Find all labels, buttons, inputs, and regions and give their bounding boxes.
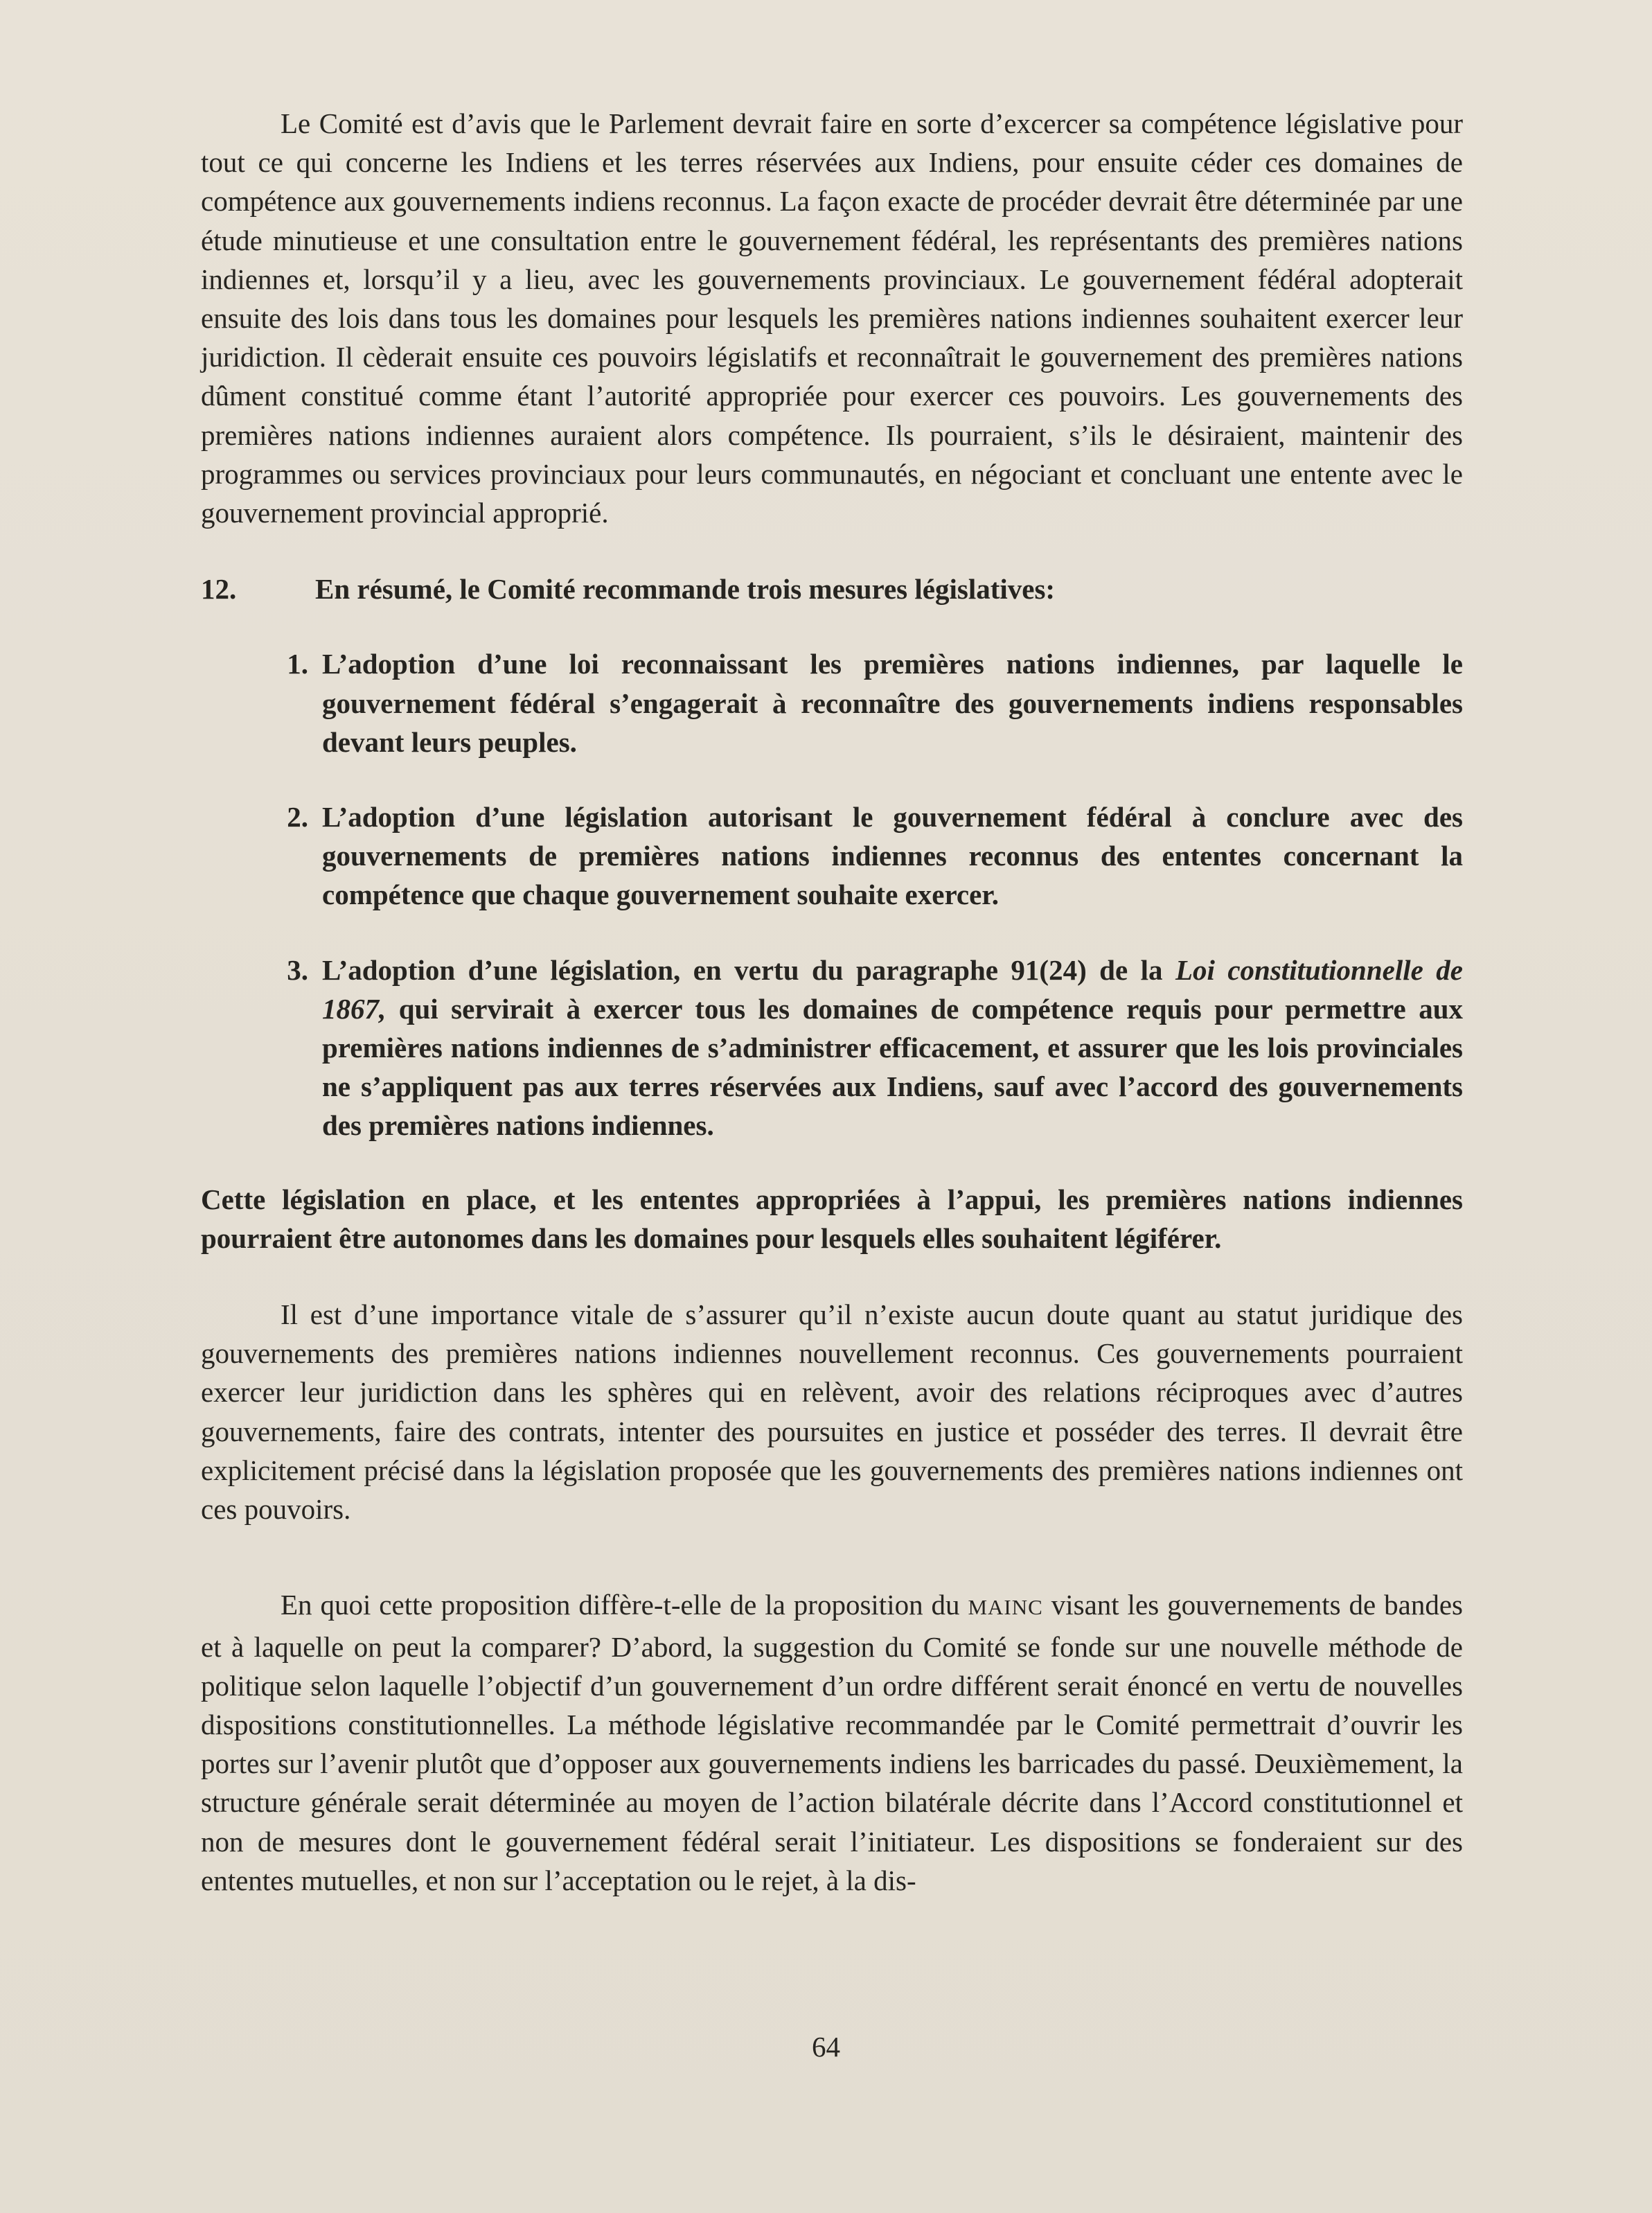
recommendation-number: 3. [287, 953, 308, 986]
paragraph-comparison [201, 1585, 1463, 1900]
acronym-mainc: MAINC [968, 1595, 1043, 1620]
summary-paragraph: Cette législation en place, et les ententes appropriées à l’appui, les premières nations indiennes pourraient être autonomes dans les domaines pour lesquels elles souhaitent légiférer. [201, 1183, 1463, 1254]
paragraph-text-part: En quoi cette proposition diffère-t-elle de la proposition du [281, 1589, 968, 1621]
recommendation-text: L’adoption d’une loi reconnaissant les premières nations indiennes, par laquelle le gouvernement fédéral s’engagerait à reconnaître des gouvernements indiens responsables devant leurs peuples. [322, 648, 1463, 758]
recommendation-item [201, 644, 1463, 761]
paragraph-parliament-competence: Le Comité est d’avis que le Parlement devrait faire en sorte d’excercer sa compétence législative pour tout ce qui concerne les Indiens et les terres réservées aux Indiens, pour ensuite céder ces domaines de compétence aux gouvernements indiens reconnus. La façon exacte de procéder devrait être déterminée par une étude minutieuse et une consultation entre le gouvernement fédéral, les représentants des premières nations indiennes et, lorsqu’il y a lieu, avec les gouvernements provinciaux. Le gouvernement fédéral adopterait ensuite des lois dans tous les domaines pour lesquels les premières nations indiennes souhaitent exercer leur juridiction. Il cèderait ensuite ces pouvoirs législatifs et reconnaîtrait le gouvernement des premières nations dûment constitué comme étant l’autorité appropriée pour exercer ces pouvoirs. Les gouvernements des premières nations indiennes auraient alors compétence. Ils pourraient, s’ils le désiraient, maintenir des programmes ou services provinciaux pour leurs communautés, en négociant et concluant une entente avec le gouvernement provincial approprié. [201, 107, 1463, 529]
section-12-heading [201, 570, 1463, 608]
recommendation-text [322, 951, 1463, 1145]
section-number: 12. [201, 573, 237, 606]
recommendation-text-part: qui servirait à exercer tous les domaines de compétence requis pour permettre aux premières nations indiennes de s’administrer efficacement, et assurer que les lois provinciales ne s’appliquent pas aux terres réservées aux Indiens, sauf avec l’accord des gouvernements des premières nations indiennes. [322, 992, 1463, 1142]
page-body [201, 104, 1463, 1900]
paragraph-text-part: visant les gouvernements de bandes et à laquelle on peut la comparer? D’abord, la suggestion du Comité se fonde sur une nouvelle méthode de politique selon laquelle l’objectif d’un gouvernement d’un ordre différent serait énoncé en vertu de nouvelles dispositions constitutionnelles. La méthode législative recommandée par le Comité permettrait d’ouvrir les portes sur l’avenir plutôt que d’opposer aux gouvernements indiens les barricades du passé. Deuxièmement, la structure générale serait déterminée au moyen de l’action bilatérale décrite dans l’Accord constitutionnel et non de mesures dont le gouvernement fédéral serait l’initiateur. Les dispositions se fonderaient sur des ententes mutuelles, et non sur l’acceptation ou le rejet, à la dis- [201, 1589, 1464, 1896]
recommendation-text: L’adoption d’une législation autorisant le gouvernement fédéral à conclure avec des gouvernements de premières nations indiennes reconnus des ententes concernant la compétence que chaque gouvernement souhaite exercer. [322, 801, 1463, 911]
recommendation-item [201, 951, 1463, 1145]
recommendation-item [201, 797, 1463, 915]
recommendation-list [201, 644, 1463, 1145]
section-heading-text: En résumé, le Comité recommande trois mesures législatives: [315, 573, 1056, 606]
law-title-italic: Loi constitutionnelle de 1867, [322, 953, 1463, 1025]
paragraph-legal-status: Il est d’une importance vitale de s’assurer qu’il n’existe aucun doute quant au statut juridique des gouvernements des premières nations indiennes nouvellement reconnus. Ces gouvernements pourraient exercer leur juridiction dans les sphères qui en relèvent, avoir des relations réciproques avec d’autres gouvernements, faire des contrats, intenter des poursuites en justice et posséder des terres. Il devrait être explicitement précisé dans la législation proposée que les gouvernements des premières nations indiennes ont ces pouvoirs. [201, 1298, 1463, 1526]
page-number: 64 [812, 2031, 840, 2063]
recommendation-number: 2. [287, 801, 308, 834]
recommendation-text-part: L’adoption d’une législation, en vertu du paragraphe 91(24) de la [322, 953, 1175, 986]
recommendation-number: 1. [287, 648, 308, 680]
